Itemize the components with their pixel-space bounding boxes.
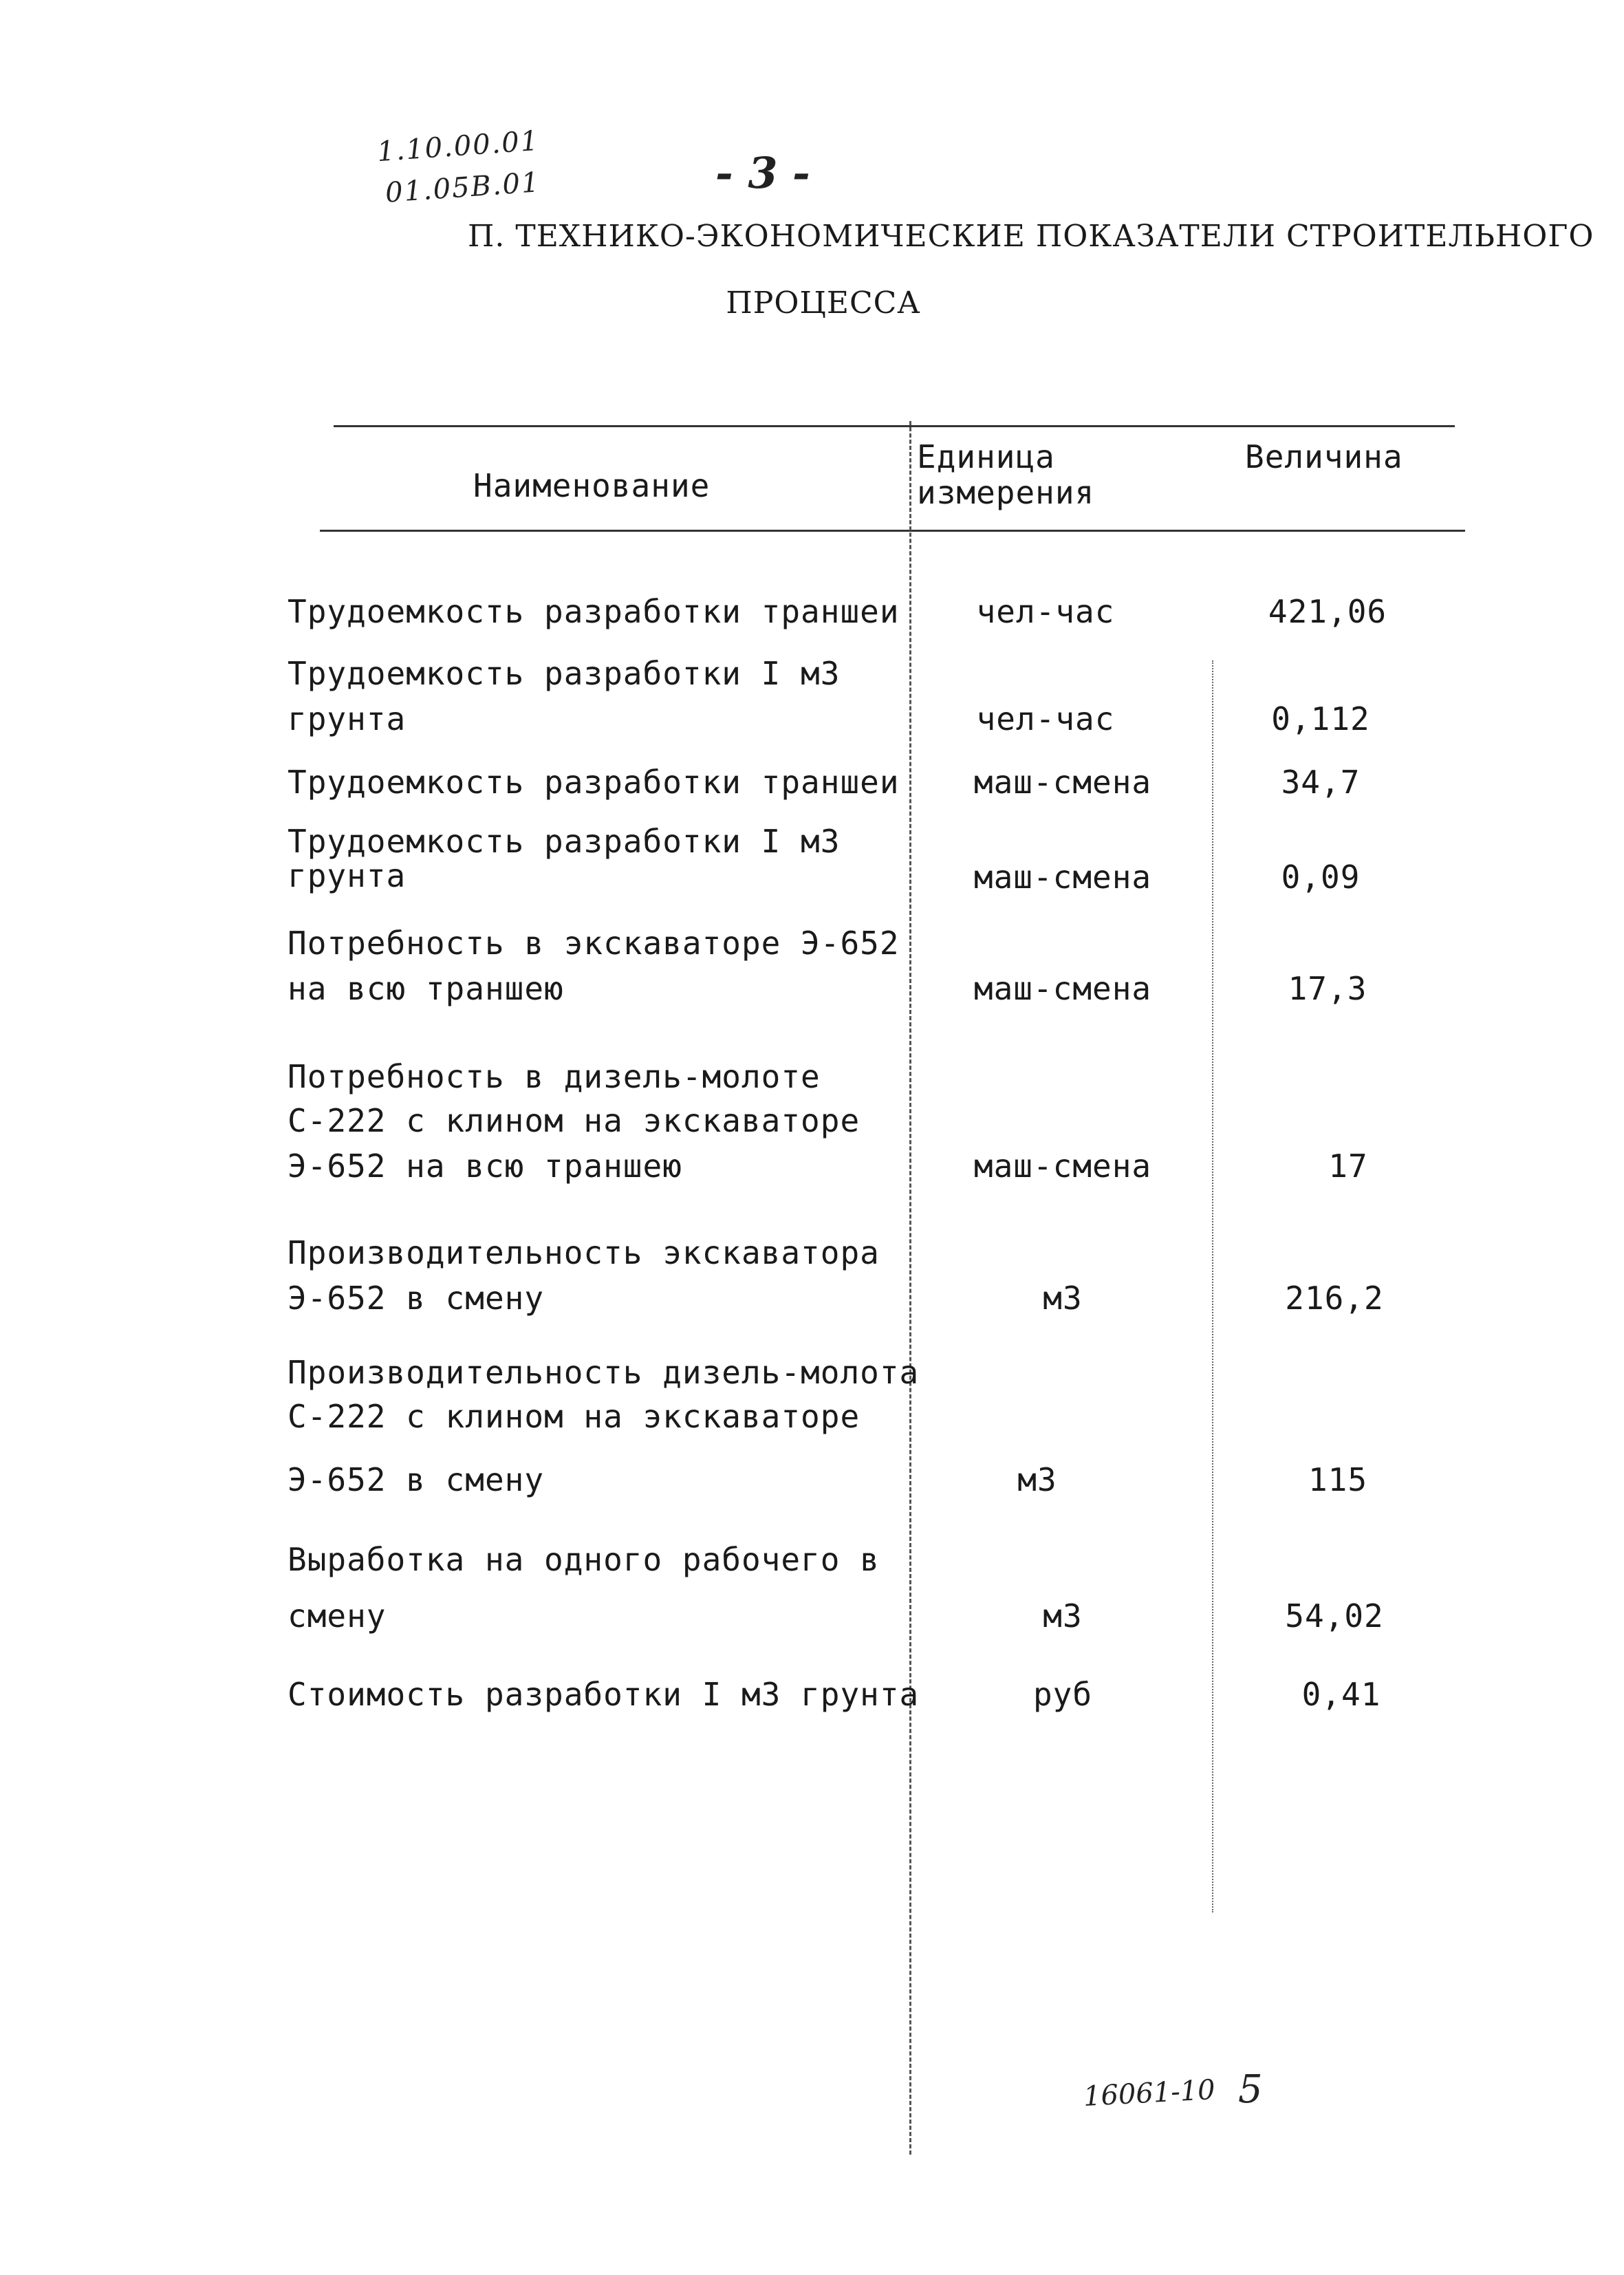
- row-8-name-cont-2: Э-652 в смену: [288, 1461, 545, 1498]
- row-6-name-cont-1: С-222 с клином на экскаваторе: [288, 1102, 860, 1139]
- column-divider-1: [909, 421, 911, 2155]
- row-6-name: Потребность в дизель-молоте: [288, 1058, 821, 1095]
- row-10-value: 0,41: [1301, 1676, 1381, 1713]
- row-9-value: 54,02: [1285, 1597, 1384, 1635]
- row-7-name-cont: Э-652 в смену: [288, 1280, 545, 1317]
- row-2-name: Трудоемкость разработки I м3: [288, 655, 841, 692]
- col-header-value: Величина: [1245, 438, 1403, 475]
- row-7-unit: м3: [1043, 1280, 1083, 1317]
- row-10-unit: руб: [1032, 1676, 1093, 1713]
- table-header-rule: [320, 530, 1465, 532]
- row-5-name-cont: на всю траншею: [288, 970, 564, 1007]
- row-3-value: 34,7: [1281, 764, 1361, 801]
- row-8-value: 115: [1308, 1461, 1368, 1498]
- page-title: П. ТЕХНИКО-ЭКОНОМИЧЕСКИЕ ПОКАЗАТЕЛИ СТРОИТЕЛЬНОГО: [468, 219, 1594, 254]
- row-6-value: 17: [1328, 1147, 1368, 1185]
- row-6-name-cont-2: Э-652 на всю траншею: [288, 1147, 682, 1185]
- row-1-value: 421,06: [1268, 593, 1387, 630]
- row-8-name-cont-1: С-222 с клином на экскаваторе: [288, 1398, 860, 1435]
- row-4-unit: маш-смена: [973, 859, 1152, 896]
- col-header-name: Наименование: [473, 467, 711, 504]
- row-7-name: Производительность экскаватора: [288, 1234, 880, 1271]
- row-2-name-cont: грунта: [288, 700, 407, 737]
- row-2-value: 0,112: [1271, 700, 1370, 737]
- row-2-unit: чел-час: [976, 700, 1115, 737]
- row-9-unit: м3: [1043, 1597, 1083, 1635]
- row-3-name: Трудоемкость разработки траншеи: [288, 764, 900, 801]
- row-5-value: 17,3: [1288, 970, 1367, 1007]
- row-4-value: 0,09: [1281, 859, 1361, 896]
- col-header-unit-2: измерения: [917, 474, 1095, 511]
- row-1-name: Трудоемкость разработки траншеи: [288, 593, 900, 630]
- column-divider-2: [1212, 660, 1213, 1912]
- doc-code-1: 1.10.00.01: [376, 125, 541, 169]
- row-9-name: Выработка на одного рабочего в: [288, 1541, 880, 1578]
- row-4-name: Трудоемкость разработки I м3: [288, 823, 841, 860]
- row-3-unit: маш-смена: [973, 764, 1152, 801]
- row-4-name-cont: грунта: [288, 857, 407, 894]
- row-6-unit: маш-смена: [973, 1147, 1152, 1185]
- page-number: - 3 -: [715, 148, 810, 198]
- row-7-value: 216,2: [1285, 1280, 1384, 1317]
- row-8-unit: м3: [1017, 1461, 1057, 1498]
- row-5-name: Потребность в экскаваторе Э-652: [288, 925, 900, 962]
- row-9-name-cont: смену: [288, 1597, 387, 1635]
- row-10-name: Стоимость разработки I м3 грунта: [288, 1676, 920, 1713]
- page-title-line2: ПРОЦЕССА: [726, 285, 921, 321]
- footer-code: 16061-10: [1082, 2074, 1216, 2113]
- col-header-unit-1: Единица: [917, 438, 1055, 475]
- doc-code-2: 01.05B.01: [384, 166, 541, 209]
- row-5-unit: маш-смена: [973, 970, 1152, 1007]
- footer-page-number: 5: [1238, 2067, 1263, 2112]
- row-8-name: Производительность дизель-молота: [288, 1354, 920, 1391]
- table-top-rule: [334, 425, 1455, 427]
- row-1-unit: чел-час: [976, 593, 1115, 630]
